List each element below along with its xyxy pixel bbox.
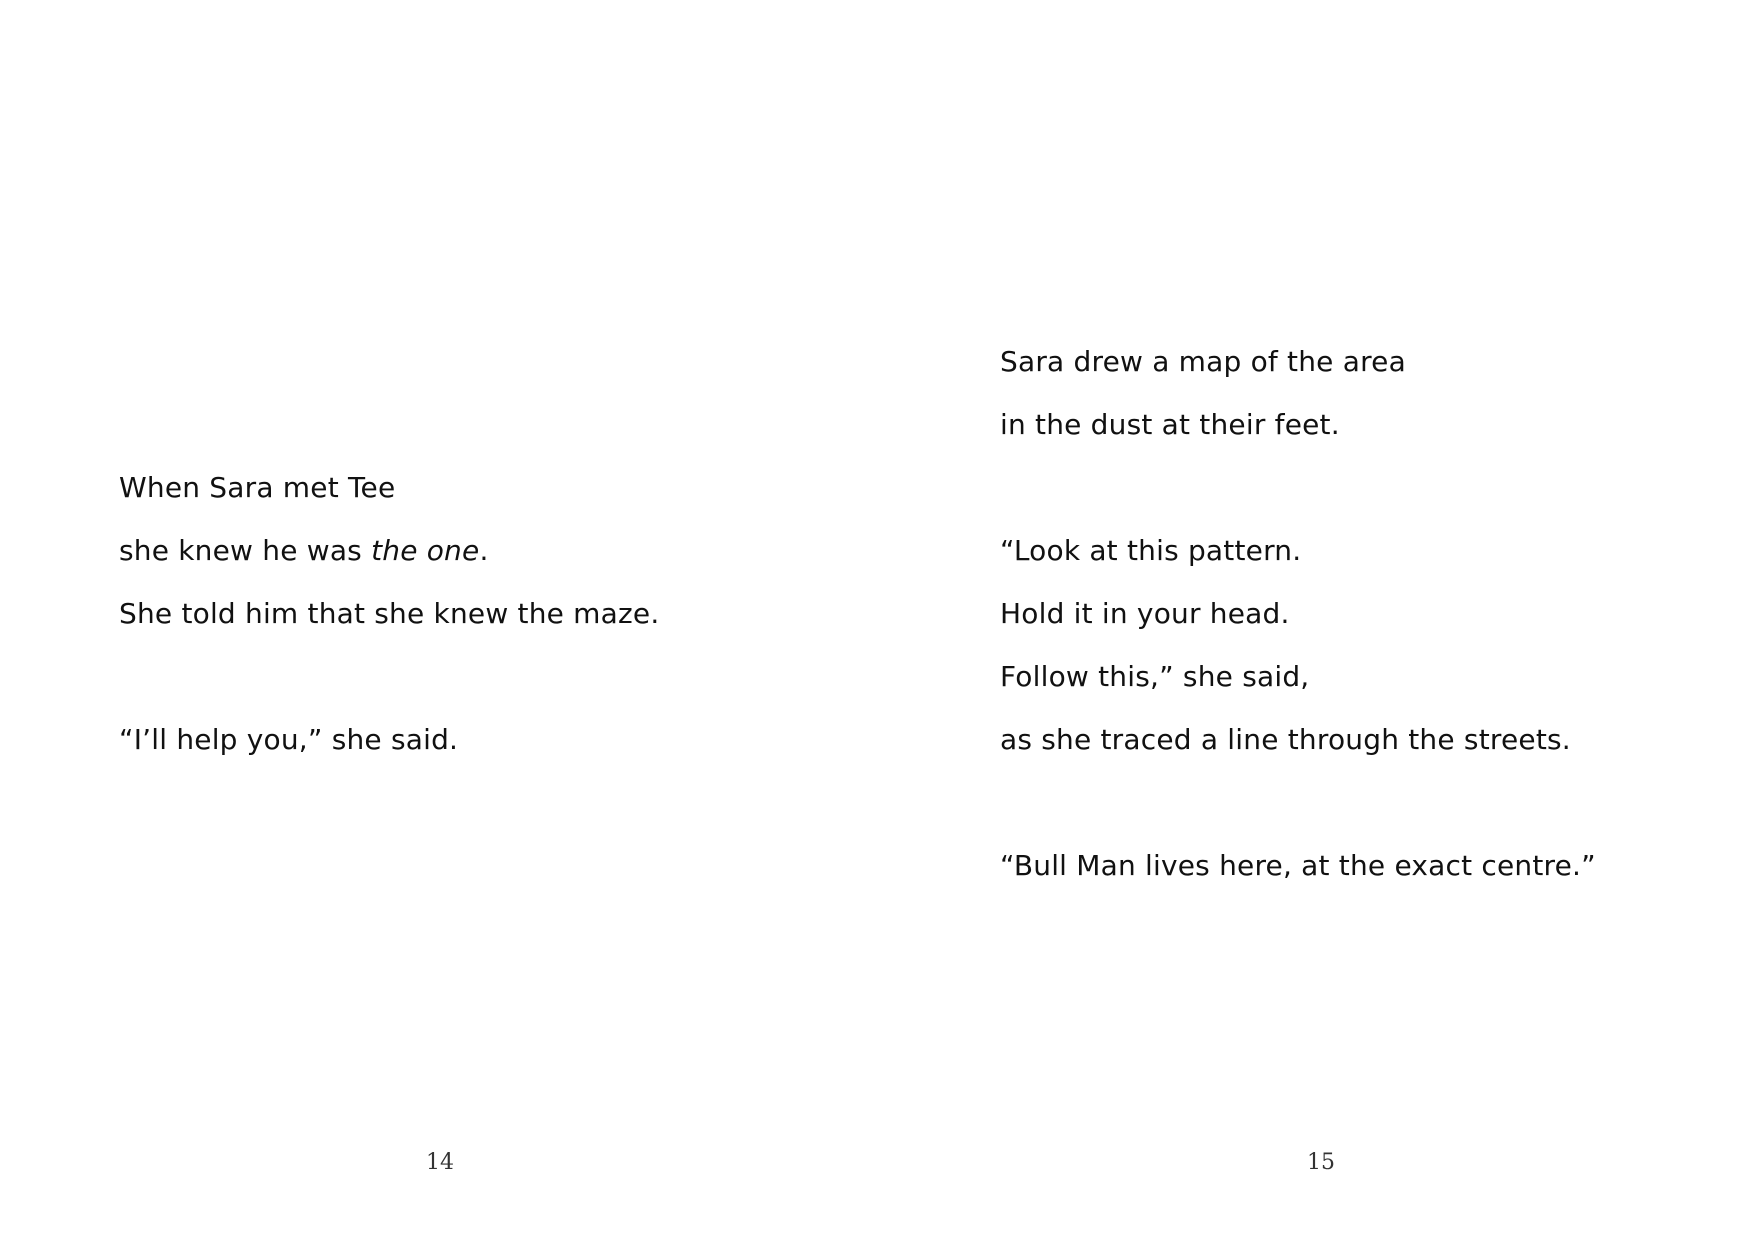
page-number: 14: [426, 1150, 454, 1175]
page-number: 15: [1307, 1150, 1335, 1175]
story-line: “I’ll help you,” she said.: [119, 723, 459, 756]
story-line: Follow this,” she said,: [1000, 660, 1310, 693]
story-text: .: [479, 534, 489, 567]
story-line: She told him that she knew the maze.: [119, 597, 660, 630]
story-line: “Bull Man lives here, at the exact centre.”: [1000, 849, 1596, 882]
story-line: “Look at this pattern.: [1000, 534, 1302, 567]
story-line: [119, 519, 659, 582]
emphasized-text: the one: [371, 534, 480, 567]
stanza-gap: [119, 645, 659, 708]
story-text: she knew he was: [119, 534, 372, 567]
story-line: Sara drew a map of the area: [1000, 345, 1406, 378]
right-page: [874, 0, 1748, 1240]
stanza-gap: [1000, 771, 1596, 834]
left-page-text: [119, 456, 659, 771]
story-line: When Sara met Tee: [119, 471, 396, 504]
story-line: in the dust at their feet.: [1000, 408, 1340, 441]
right-page-text: [1000, 330, 1596, 897]
story-line: Hold it in your head.: [1000, 597, 1290, 630]
story-line: as she traced a line through the streets.: [1000, 723, 1571, 756]
stanza-gap: [1000, 456, 1596, 519]
